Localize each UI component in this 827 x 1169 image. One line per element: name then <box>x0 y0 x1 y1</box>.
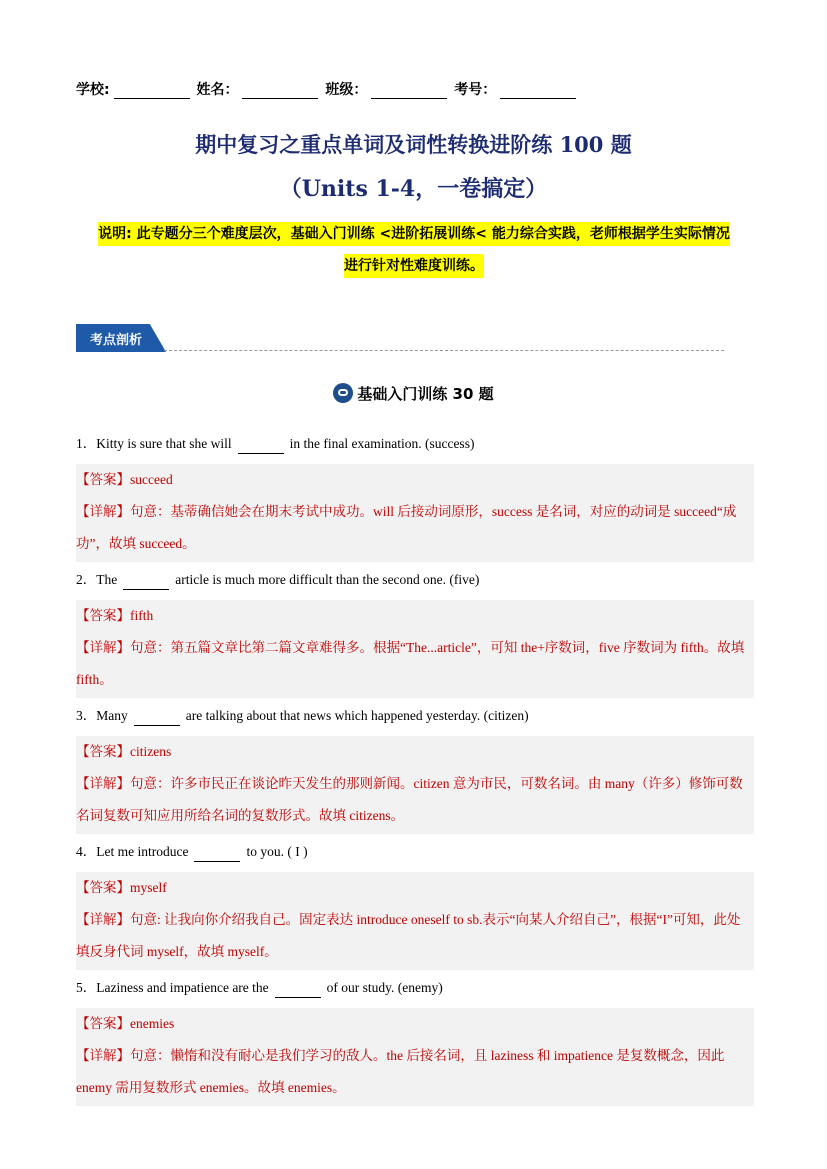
answer-block-2 <box>76 600 754 698</box>
explanation-text: 【详解】句意：第五篇文章比第二篇文章难得多。根据“The...article”，可知 the+序数词，five 序数词为 fifth。故填 fifth。 <box>76 640 745 687</box>
document-title: 期中复习之重点单词及词性转换进阶练 100 题 <box>195 132 632 157</box>
answer-block-4 <box>76 872 754 970</box>
question-4 <box>76 840 754 866</box>
answer-line: 【答案】enemies <box>76 1016 175 1031</box>
answer-line: 【答案】citizens <box>76 744 172 759</box>
question-2 <box>76 568 754 594</box>
exam-no-blank <box>500 84 576 99</box>
answer-blank <box>238 439 284 454</box>
name-blank <box>242 84 318 99</box>
answer-blank <box>123 575 169 590</box>
student-info-fields <box>76 79 578 99</box>
subsection-heading <box>0 383 827 404</box>
document-subtitle: （Units 1-4，一卷搞定） <box>279 176 548 202</box>
question-text-post: article is much more difficult than the second one. (five) <box>175 572 480 587</box>
section-tab-label: 考点剖析 <box>90 333 143 348</box>
school-label: 学校: <box>76 82 110 98</box>
answer-blank <box>194 847 240 862</box>
question-text-post: are talking about that news which happened yesterday. (citizen) <box>185 708 529 723</box>
answer-block-1 <box>76 464 754 562</box>
exam-no-label: 考号： <box>454 82 497 98</box>
instructions-note <box>76 218 752 282</box>
answer-line: 【答案】fifth <box>76 608 154 623</box>
class-blank <box>371 84 447 99</box>
question-text-post: in the final examination. (success) <box>289 436 475 451</box>
school-blank <box>114 84 190 99</box>
name-label: 姓名： <box>196 82 239 98</box>
explanation-text: 【详解】句意: 让我向你介绍我自己。固定表达 introduce oneself to sb.表示“向某人介绍自己”，根据“I”可知，此处填反身代词 myself，故填 myself。 <box>76 912 741 959</box>
question-text-pre: 3．Many <box>76 708 128 723</box>
answer-block-3 <box>76 736 754 834</box>
answer-line: 【答案】myself <box>76 880 167 895</box>
question-text-pre: 1．Kitty is sure that she will <box>76 436 232 451</box>
question-3 <box>76 704 754 730</box>
question-text-pre: 5．Laziness and impatience are the <box>76 980 269 995</box>
answer-blank <box>134 711 180 726</box>
explanation-text: 【详解】句意：基蒂确信她会在期末考试中成功。will 后接动词原形，success 是名词，对应的动词是 succeed“成功”，故填 succeed。 <box>76 504 737 551</box>
question-list <box>76 432 754 1112</box>
class-label: 班级： <box>325 82 368 98</box>
question-text-post: of our study. (enemy) <box>326 980 443 995</box>
instructions-line-2: 进行针对性难度训练。 <box>344 254 484 278</box>
question-text-post: to you. ( I ) <box>246 844 308 859</box>
subsection-title: 基础入门训练 30 题 <box>357 385 494 403</box>
answer-blank <box>275 983 321 998</box>
explanation-text: 【详解】句意：许多市民正在谈论昨天发生的那则新闻。citizen 意为市民，可数名词。由 many（许多）修饰可数名词复数可知应用所给名词的复数形式。故填 citizens。 <box>76 776 743 823</box>
question-1 <box>76 432 754 458</box>
instructions-line-1: 说明: 此专题分三个难度层次，基础入门训练 <进阶拓展训练< 能力综合实践，老师根据学生实际情况 <box>98 222 730 246</box>
question-text-pre: 4．Let me introduce <box>76 844 189 859</box>
answer-block-5 <box>76 1008 754 1106</box>
answer-line: 【答案】succeed <box>76 472 173 487</box>
section-divider <box>164 350 724 351</box>
explanation-text: 【详解】句意：懒惰和没有耐心是我们学习的敌人。the 后接名词，且 laziness 和 impatience 是复数概念，因此 enemy 需用复数形式 enemies。故填 enemies。 <box>76 1048 725 1095</box>
chat-bubble-icon <box>333 383 353 403</box>
question-5 <box>76 976 754 1002</box>
question-text-pre: 2．The <box>76 572 118 587</box>
